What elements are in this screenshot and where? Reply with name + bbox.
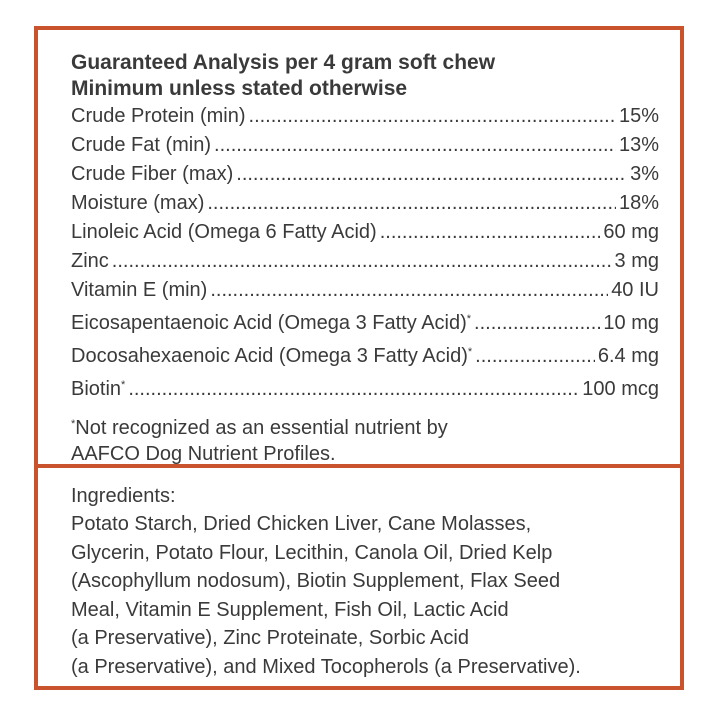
nutrient-name: Eicosapentaenoic Acid (Omega 3 Fatty Acid) <box>71 312 467 334</box>
ingredients-line: (a Preservative), Zinc Proteinate, Sorbic Acid <box>71 627 469 649</box>
ingredients-section <box>71 482 661 681</box>
nutrient-asterisk: * <box>467 346 473 358</box>
dot-leader <box>380 218 601 247</box>
analysis-heading-line2: Minimum unless stated otherwise <box>71 77 408 100</box>
analysis-row <box>71 276 659 305</box>
nutrient-value: 13% <box>618 134 659 156</box>
analysis-row <box>71 102 659 131</box>
nutrient-value: 3% <box>630 163 659 185</box>
nutrient-name: Biotin <box>71 378 122 400</box>
nutrient-asterisk: * <box>121 379 126 391</box>
nutrient-value: 18% <box>618 192 659 214</box>
dot-leader <box>207 189 616 218</box>
ingredients-line: Potato Starch, Dried Chicken Liver, Cane Molasses, <box>71 513 532 535</box>
nutrient-label <box>71 305 471 338</box>
analysis-row <box>71 305 659 338</box>
nutrient-value: 3 mg <box>614 250 659 272</box>
analysis-row <box>71 371 659 404</box>
nutrient-name: Crude Fat (min) <box>71 134 212 156</box>
analysis-row <box>71 247 659 276</box>
ingredients-heading: Ingredients: <box>71 485 176 507</box>
nutrient-value: 100 mcg <box>582 378 659 400</box>
nutrient-value: 60 mg <box>603 221 659 243</box>
nutrient-name: Crude Protein (min) <box>71 105 246 127</box>
nutrient-label <box>71 371 125 404</box>
nutrient-asterisk: * <box>466 313 472 325</box>
analysis-row <box>71 338 659 371</box>
footnote-text1: Not recognized as an essential nutrient by <box>75 417 448 439</box>
nutrient-name: Docosahexaenoic Acid (Omega 3 Fatty Acid) <box>71 345 468 367</box>
nutrient-label <box>71 102 246 131</box>
analysis-row <box>71 131 659 160</box>
nutrient-label <box>71 218 377 247</box>
nutrient-value: 10 mg <box>603 312 659 334</box>
dot-leader <box>475 342 595 371</box>
ingredients-line: (a Preservative), and Mixed Tocopherols (a Preservative). <box>71 655 581 678</box>
dot-leader <box>474 309 600 338</box>
ingredients-line: Meal, Vitamin E Supplement, Fish Oil, Lactic Acid <box>71 598 509 621</box>
dot-leader <box>236 160 627 189</box>
nutrient-label <box>71 247 109 276</box>
section-divider <box>38 464 680 468</box>
nutrient-label <box>71 338 472 371</box>
footnote-asterisk: * <box>71 418 76 430</box>
ingredients-list <box>71 510 661 681</box>
label-panel <box>34 26 684 690</box>
analysis-row <box>71 160 659 189</box>
footnote-line2: AAFCO Dog Nutrient Profiles. <box>71 443 336 465</box>
analysis-rows <box>71 102 659 404</box>
nutrient-label <box>71 189 204 218</box>
dot-leader <box>112 247 612 276</box>
nutrient-label <box>71 131 211 160</box>
dot-leader <box>210 276 608 305</box>
analysis-heading-line1: Guaranteed Analysis per 4 gram soft chew <box>71 51 496 74</box>
ingredients-line: Glycerin, Potato Flour, Lecithin, Canola Oil, Dried Kelp <box>71 541 553 564</box>
ingredients-line: (Ascophyllum nodosum), Biotin Supplement, Flax Seed <box>71 570 561 592</box>
nutrient-label <box>71 276 207 305</box>
nutrient-name: Zinc <box>71 250 109 272</box>
guaranteed-analysis-section <box>71 50 659 467</box>
nutrient-name: Crude Fiber (max) <box>71 163 234 185</box>
dot-leader <box>214 131 616 160</box>
nutrient-value: 15% <box>618 105 659 127</box>
dot-leader <box>128 375 579 404</box>
dot-leader <box>249 102 616 131</box>
nutrient-name: Vitamin E (min) <box>71 279 208 301</box>
nutrient-name: Linoleic Acid (Omega 6 Fatty Acid) <box>71 221 377 243</box>
nutrient-value: 40 IU <box>611 279 659 301</box>
nutrient-name: Moisture (max) <box>71 192 205 214</box>
nutrient-value: 6.4 mg <box>597 345 659 367</box>
nutrient-label <box>71 160 233 189</box>
analysis-row <box>71 189 659 218</box>
analysis-footnote <box>71 411 659 467</box>
analysis-row <box>71 218 659 247</box>
footnote-line1 <box>71 411 659 441</box>
